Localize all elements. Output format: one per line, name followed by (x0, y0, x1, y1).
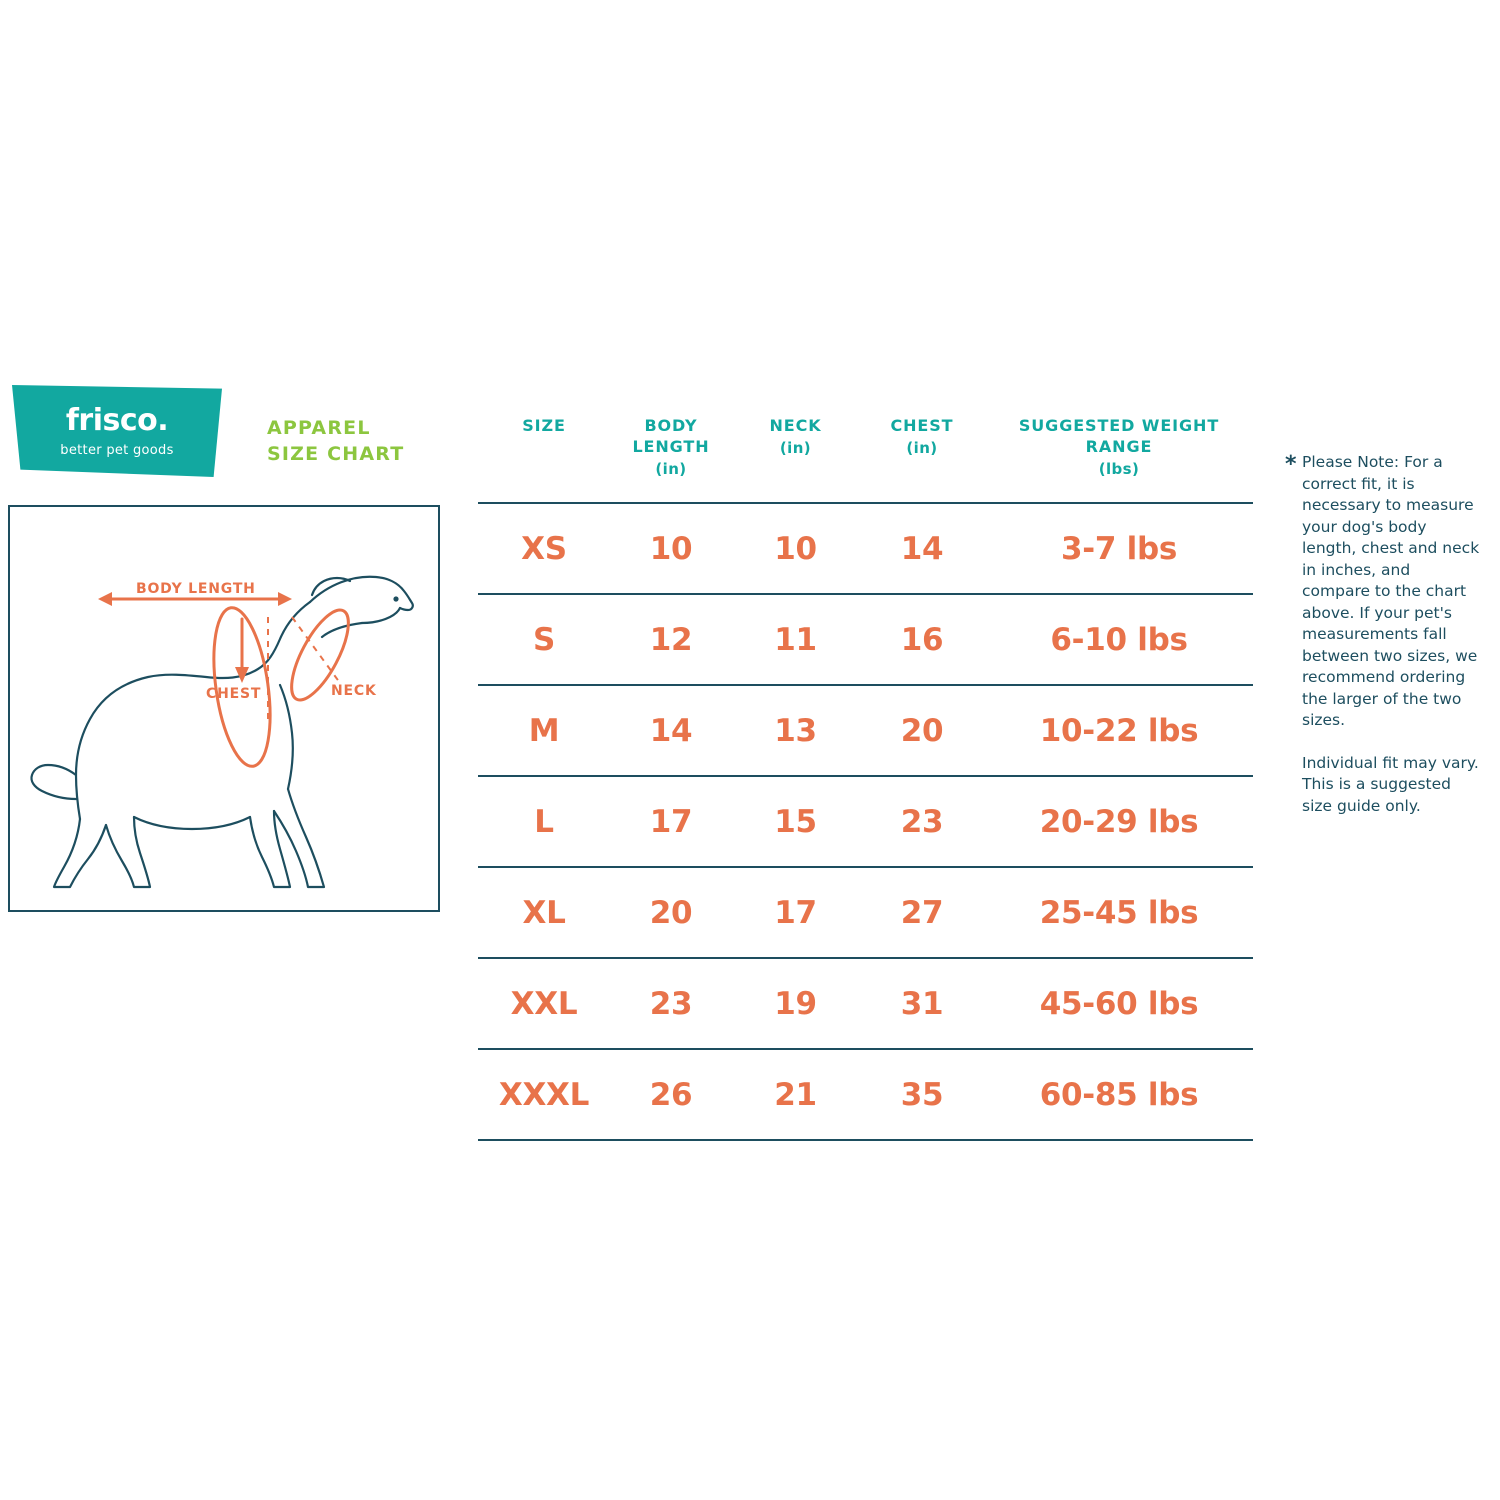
label-body-length: BODY LENGTH (136, 581, 256, 597)
cell-weight: 45-60 lbs (985, 958, 1253, 1049)
asterisk-icon: * (1285, 452, 1297, 477)
cell-weight: 3-7 lbs (985, 503, 1253, 594)
cell-chest: 20 (859, 685, 985, 776)
cell-body-length: 20 (610, 867, 732, 958)
label-chest: CHEST (206, 686, 262, 702)
cell-weight: 25-45 lbs (985, 867, 1253, 958)
column-header-chest-label: CHEST (890, 416, 954, 435)
cell-body-length: 17 (610, 776, 732, 867)
cell-chest: 23 (859, 776, 985, 867)
label-neck: NECK (331, 683, 377, 699)
apparel-size-table (478, 415, 1253, 1141)
cell-neck: 17 (732, 867, 859, 958)
please-note-block (1285, 452, 1480, 817)
page-title (267, 415, 404, 467)
dog-measurement-diagram (8, 505, 440, 912)
cell-chest: 31 (859, 958, 985, 1049)
table-row (478, 776, 1253, 867)
column-header-body-length (610, 415, 732, 503)
cell-neck: 10 (732, 503, 859, 594)
table-header-row (478, 415, 1253, 503)
column-header-weight (985, 415, 1253, 503)
table-row (478, 1049, 1253, 1140)
column-header-size-label: SIZE (522, 416, 566, 435)
cell-neck: 11 (732, 594, 859, 685)
size-table-wrapper (478, 415, 1253, 1141)
page-title-line1: APPAREL (267, 417, 371, 439)
table-row (478, 958, 1253, 1049)
column-header-neck (732, 415, 859, 503)
frisco-logo (12, 385, 222, 477)
column-header-size (478, 415, 610, 503)
column-header-chest-unit: (in) (906, 439, 938, 457)
cell-body-length: 26 (610, 1049, 732, 1140)
cell-body-length: 12 (610, 594, 732, 685)
column-header-weight-unit: (lbs) (1098, 460, 1140, 478)
cell-weight: 6-10 lbs (985, 594, 1253, 685)
cell-neck: 15 (732, 776, 859, 867)
cell-weight: 60-85 lbs (985, 1049, 1253, 1140)
cell-chest: 14 (859, 503, 985, 594)
cell-neck: 13 (732, 685, 859, 776)
cell-chest: 16 (859, 594, 985, 685)
table-row (478, 503, 1253, 594)
note-paragraph-1: Please Note: For a correct fit, it is necessary to measure your dog's body length, chest and neck in inches, and compare to the chart above. If your pet's measurements fall between two sizes, we recommend ordering the larger of the two sizes. (1302, 453, 1480, 729)
column-header-neck-unit: (in) (779, 439, 812, 457)
cell-neck: 21 (732, 1049, 859, 1140)
logo-brand-name: frisco. (65, 403, 169, 438)
logo-tagline: better pet goods (60, 443, 174, 458)
cell-chest: 27 (859, 867, 985, 958)
column-header-neck-label: NECK (769, 416, 822, 435)
table-row (478, 685, 1253, 776)
column-header-body-length-unit: (in) (655, 460, 687, 478)
cell-size: XXXL (478, 1049, 610, 1140)
page-title-line2: SIZE CHART (267, 443, 405, 465)
cell-body-length: 10 (610, 503, 732, 594)
cell-size: L (478, 776, 610, 867)
dog-illustration-icon (10, 507, 438, 910)
table-row (478, 867, 1253, 958)
cell-weight: 20-29 lbs (985, 776, 1253, 867)
cell-chest: 35 (859, 1049, 985, 1140)
note-paragraph-2: Individual fit may vary. This is a suggested size guide only. (1302, 753, 1479, 815)
cell-weight: 10-22 lbs (985, 685, 1253, 776)
cell-size: M (478, 685, 610, 776)
cell-size: XS (478, 503, 610, 594)
cell-size: XXL (478, 958, 610, 1049)
cell-size: S (478, 594, 610, 685)
column-header-chest (859, 415, 985, 503)
cell-size: XL (478, 867, 610, 958)
table-row (478, 594, 1253, 685)
cell-body-length: 23 (610, 958, 732, 1049)
column-header-body-length-label: BODY LENGTH (632, 416, 710, 456)
column-header-weight-label: SUGGESTED WEIGHT RANGE (1018, 416, 1220, 456)
cell-body-length: 14 (610, 685, 732, 776)
cell-neck: 19 (732, 958, 859, 1049)
